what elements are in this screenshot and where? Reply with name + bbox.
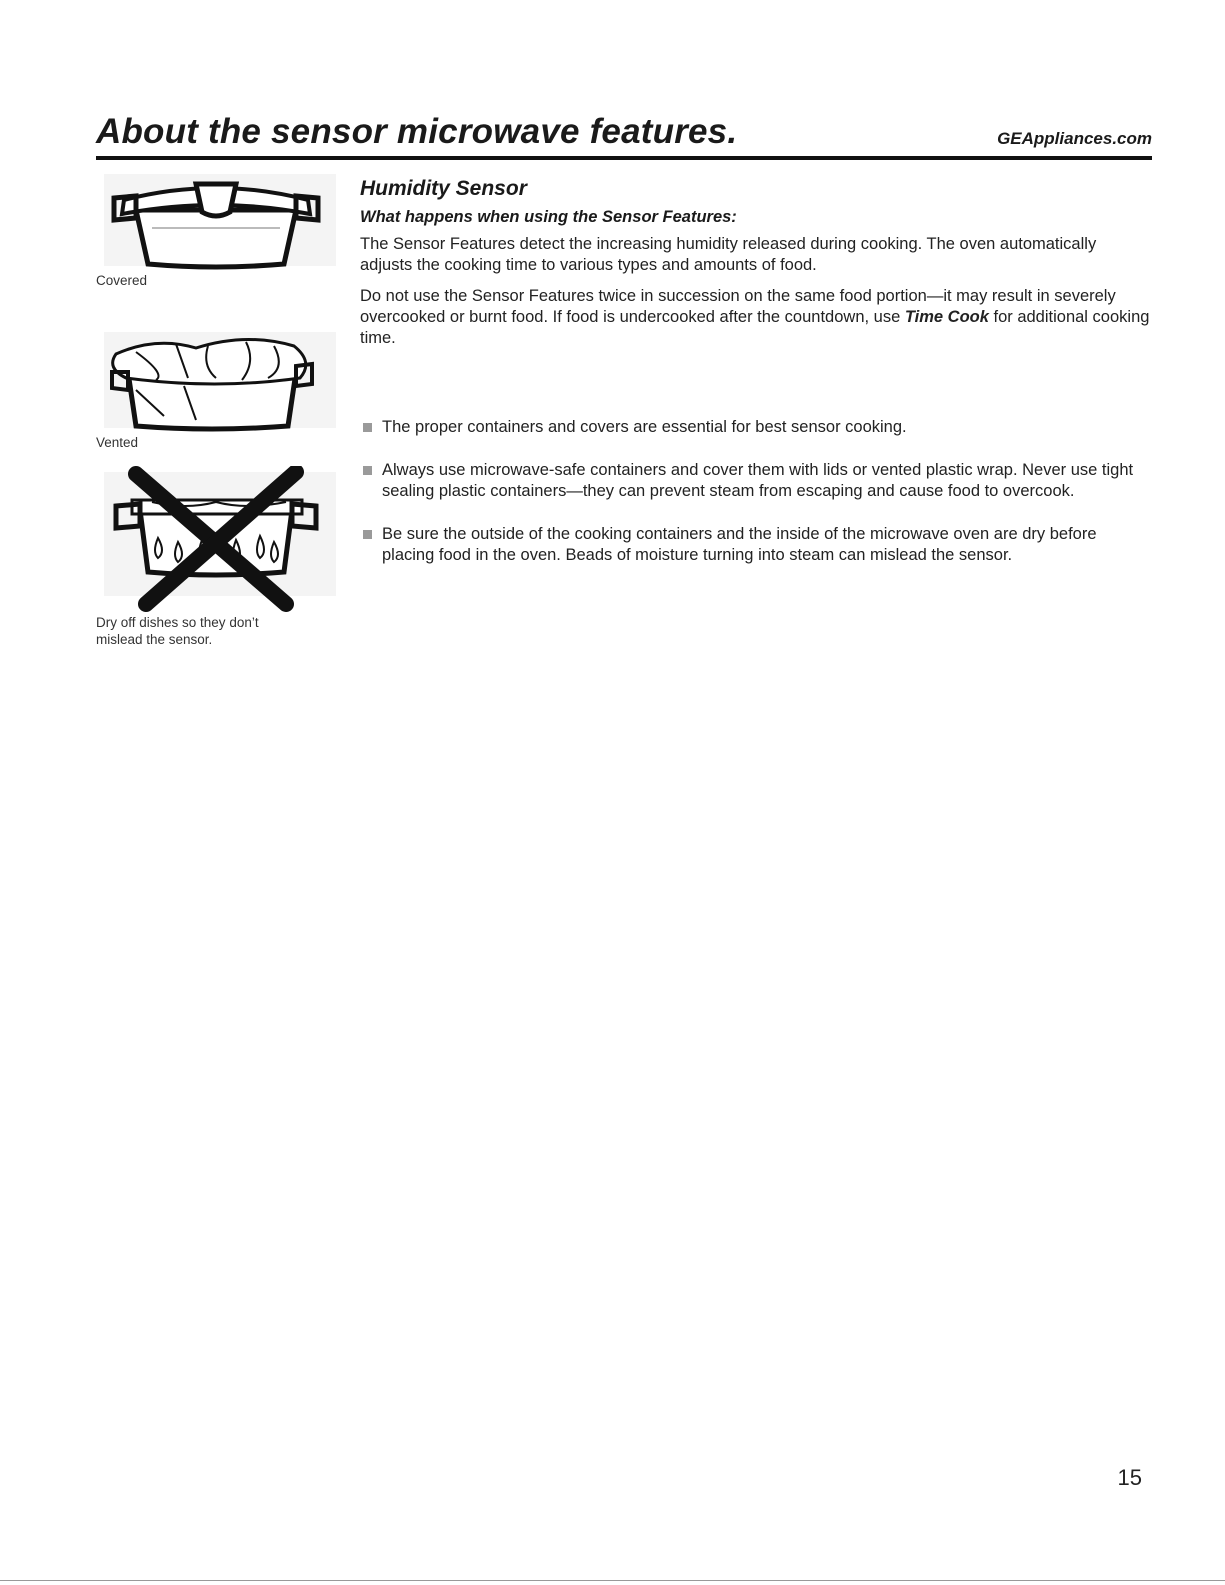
bullet-list <box>360 417 1150 588</box>
paragraph-1: The Sensor Features detect the increasing humidity released during cooking. The oven automatically adjusts the cooking time to various types and amounts of food. <box>360 235 1097 274</box>
list-item <box>360 417 1150 438</box>
section-subhead: What happens when using the Sensor Features: <box>360 208 737 226</box>
list-item <box>360 524 1150 566</box>
figure-caption: Covered <box>96 273 148 288</box>
page-title: About the sensor microwave features. <box>96 112 738 151</box>
page-number: 15 <box>1117 1465 1142 1490</box>
list-item-text: The proper containers and covers are essential for best sensor cooking. <box>382 418 907 436</box>
section-title: Humidity Sensor <box>360 177 527 200</box>
list-item-text: Be sure the outside of the cooking containers and the inside of the microwave oven are dry before placing food in the oven. Beads of moisture turning into steam can mislead the sensor. <box>382 525 1097 564</box>
square-bullet-icon <box>363 530 372 539</box>
square-bullet-icon <box>363 423 372 432</box>
paragraph-2-text: Do not use the Sensor Features twice in succession on the same food portion—it may result in severely overcooked or burnt food. If food is undercooked after the countdown, use <box>360 287 1116 326</box>
list-item <box>360 460 1150 502</box>
square-bullet-icon <box>363 466 372 475</box>
list-item-text: Always use microwave-safe containers and cover them with lids or vented plastic wrap. Never use tight sealing plastic containers—they can prevent steam from escaping and cause food to overcook. <box>382 461 1134 500</box>
page-header <box>96 104 1152 160</box>
time-cook-term: Time Cook <box>904 308 989 326</box>
figure-caption: Dry off dishes so they don’t mislead the sensor. <box>96 615 259 647</box>
paragraph-2 <box>360 286 1150 349</box>
figure-dry-off <box>96 466 336 648</box>
covered-dish-icon <box>96 170 336 270</box>
figure-vented <box>96 328 336 451</box>
site-url: GEAppliances.com <box>997 129 1152 148</box>
paragraph-2-text-end: for additional cooking time. <box>360 308 1150 347</box>
figure-caption: Vented <box>96 435 139 450</box>
vented-dish-icon <box>96 328 336 432</box>
figure-covered <box>96 170 336 289</box>
bottom-rule <box>0 1580 1225 1581</box>
wet-dish-crossed-icon <box>96 466 336 612</box>
main-content <box>360 177 1150 564</box>
